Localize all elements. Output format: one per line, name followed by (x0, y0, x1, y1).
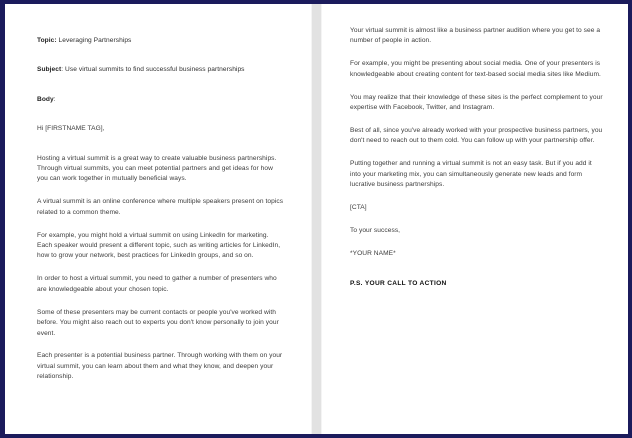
email-greeting: Hi [FIRSTNAME TAG], (37, 125, 105, 133)
topic-value: Leveraging Partnerships (56, 37, 132, 44)
left-paragraph-5: Some of these presenters may be current contacts or people you've worked with before. You might also reach out to experts you don't know personally to join your event. (37, 308, 279, 337)
topic-label: Topic: (37, 37, 57, 44)
signoff-line: To your success, (350, 226, 401, 234)
ps-spacer (350, 272, 604, 279)
body-value: : (53, 95, 56, 103)
document-page-right (322, 4, 628, 434)
ps-call-to-action: P.S. YOUR CALL TO ACTION (350, 279, 447, 287)
topic-line (37, 36, 285, 46)
left-paragraph-6: Each presenter is a potential business partner. Through working with them on your virtual summit, you can learn about them and what they know, and deepen your relationship. (37, 352, 283, 381)
body-label: Body (37, 95, 54, 103)
left-paragraph-1: Hosting a virtual summit is a great way to create valuable business partnerships. Through virtual summits, you can meet potential partners and get ideas for how you can work together in mutually beneficial ways. (37, 154, 277, 183)
subject-value: : Use virtual summits to find successful business partnerships (61, 66, 245, 74)
right-paragraph-1: Your virtual summit is almost like a business partner audition where you get to see a number of people in action. (350, 27, 601, 45)
right-paragraph-4: Best of all, since you've already worked with your prospective business partners, you don't need to reach out to them cold. You can follow up with your partnership offer. (350, 126, 603, 145)
subject-line (37, 65, 285, 75)
left-paragraph-2: A virtual summit is an online conference where multiple speakers present on topics related to a common theme. (37, 198, 284, 216)
document-page-left (5, 4, 311, 434)
left-paragraph-3: For example, you might hold a virtual summit on using LinkedIn for marketing. Each speaker would present a different topic, such as writing articles for LinkedIn, how to grow your network, best practices for LinkedIn groups, and so on. (37, 231, 281, 260)
name-placeholder: *YOUR NAME* (350, 249, 396, 257)
right-paragraph-2: For example, you might be presenting about social media. One of your presenters is knowledgeable about creating content for text-based social media sites like Medium. (350, 60, 601, 78)
left-paragraph-4: In order to host a virtual summit, you need to gather a number of presenters who are knowledgeable about your chosen topic. (37, 275, 277, 293)
subject-label: Subject (37, 66, 62, 74)
right-paragraph-3: You may realize that their knowledge of these sites is the perfect complement to your expertise with Facebook, Twitter, and Instagram. (350, 93, 603, 112)
cta-placeholder: [CTA] (350, 203, 367, 211)
page-gutter-divider (311, 4, 322, 434)
body-line (37, 95, 285, 105)
right-paragraph-5: Putting together and running a virtual summit is not an easy task. But if you add it into your marketing mix, you can simultaneously generate new leads and form lucrative business partnerships. (350, 160, 592, 189)
